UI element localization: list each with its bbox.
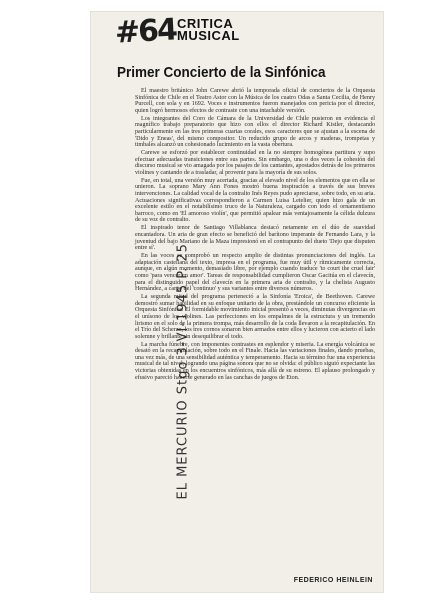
article-paragraph: En las voces se comprobó un respecto amplio de distintas pronunciaciones del inglés. La adaptación castellana del texto, impresa en el programa, fue muy útil y rítmicamente correcta, aunque, en algún momento, demasiado libre, por ejemplo cuando traduce 'to court the cruel fair' como 'para vencer en amor'. Tareas de responsabilidad cumplieron Oscar Gacitúa en el clavecín, para el distinguido papel del clavecín en la primera aria de contralto, y la chelista Augusto Hernández, a cargo del 'continuo' y sus variantes entre diversos números.: [135, 253, 375, 293]
article-paragraph: Los integrantes del Coro de Cámara de la Universidad de Chile pusieron en evidencia el magnífico trabajo preparatorio que hizo con ellos el director Richard Kistler, destacando particularmente en las tres primeras cuartas corales, esos caracteres que se ajustan a la escena de 'Dido y Eneas', del mismo compositor. Un reducido grupo de arcos y maderas, trompetas y timbales alcanzó un cohesionado lucimiento en la vasta obertura.: [135, 115, 375, 149]
article-headline: Primer Concierto de la Sinfónica: [117, 64, 326, 81]
handwritten-archive-mark: #64: [114, 12, 177, 51]
handwritten-source-note: EL MERCURIO Stgo 3-VI-1945 P. 25: [175, 243, 191, 500]
article-paragraph: Carewe se esforzó por establecer continuidad en la no siempre homogénea partitura y supo efectuar adecuadas transiciones entre sus partes. Sin embargo, una o dos veces la cohesión del discurso musical se vio amagada por los pasajes de los cantantes, apostados detrás de los primeros violines y cantando de a trasladar, al provenir para la mayoría de sus solos.: [135, 150, 375, 176]
author-signature: FEDERICO HEINLEIN: [293, 577, 373, 584]
article-paragraph: La marcha fúnebre, con imponentes contrastes en esplendor y miseria. La energía volcánica se desató en la recapitulación, sobre todo en el Finale. Hacia las variaciones finales, dando pruebas, una vez más, de una sensibilidad auténtica y temperamento. Hacia su término fue una experiencia musical de tal nivel, logrando una página sonora que no se olvida: el público siguió expectante las victorias obtenidas en los encuentros sinfónicos, más allá de su estreno. El aplauso prolongado y efusivo pareció haberse generado en las canchas de juegos de Eton.: [135, 341, 375, 381]
article-paragraph: La segunda mitad del programa perteneció a la Sinfonía 'Eroica', de Beethoven. Carewe demostró sumar habilidad en su enfoque unitario de la obra, prestándole un concurso eficiente la Orquesta Sinfónica. El formidable movimiento inicial presentó a veces, diminutas divergencias en el unísono de los violines. Las perfecciones en los empalmes de la estructura y un tremendo lirismo en el solo de la primera trompa, más desarrollo de la coda llevaron a la recapitulación. En el Trío del Scherzo, los tres cornos sonaron bien armados entre ellos y lucieron con acierto el lado solemne y brillante sin desequilibrar el todo.: [135, 294, 375, 340]
section-heading-line2: MUSICAL: [177, 28, 240, 43]
article-paragraph: El maestro británico John Carewe abrió la temporada oficial de conciertos de la Orquesta Sinfónica de Chile en el Teatro Astor con la Música de los cuatro Odas a Santa Cecilia, de Henry Purcell, con sola y en 1692. Voces e instrumentos fueron manejados con pericia por el director, quien logró hermosos efectos de contraste con una intachable versión.: [135, 88, 375, 114]
section-heading-line1: CRITICA: [177, 16, 234, 31]
article-paragraph: Fue, en total, una versión muy acertada, gracias al elevado nivel de los elementos que en ella se unieron. La soprano Mary Ann Fones mostró buena inspiración a través de sus breves intervenciones. La calidad vocal de la contralto Inés Reyes pudo apreciarse, sobre todo, en su aria. Actuaciones significativas correspondieron a Carmen Luisa Letelier, quien hizo gala de un excelente estilo en el notabilísimo truco de la Naturaleza, cargado con todo el ornamentismo barroco, como en 'El amoroso violín', que permitió apalear más ventajosamente la célida dulzura de su voz de contralto.: [135, 177, 375, 224]
article-paragraph: El inspirado tenor de Santiago Villablanca destacó netamente en el dúo de suavidad encantadora. Un aria de gran efecto se benefició del barítono imperante de Fernando Lara, y la juventud del bajo Mariano de la Maza impresionó en el contrapunto del dueto 'Dejo que disputen entre sí'.: [135, 225, 375, 252]
article-body: [135, 88, 375, 383]
section-heading: [177, 18, 240, 42]
newspaper-clipping: [91, 12, 383, 592]
